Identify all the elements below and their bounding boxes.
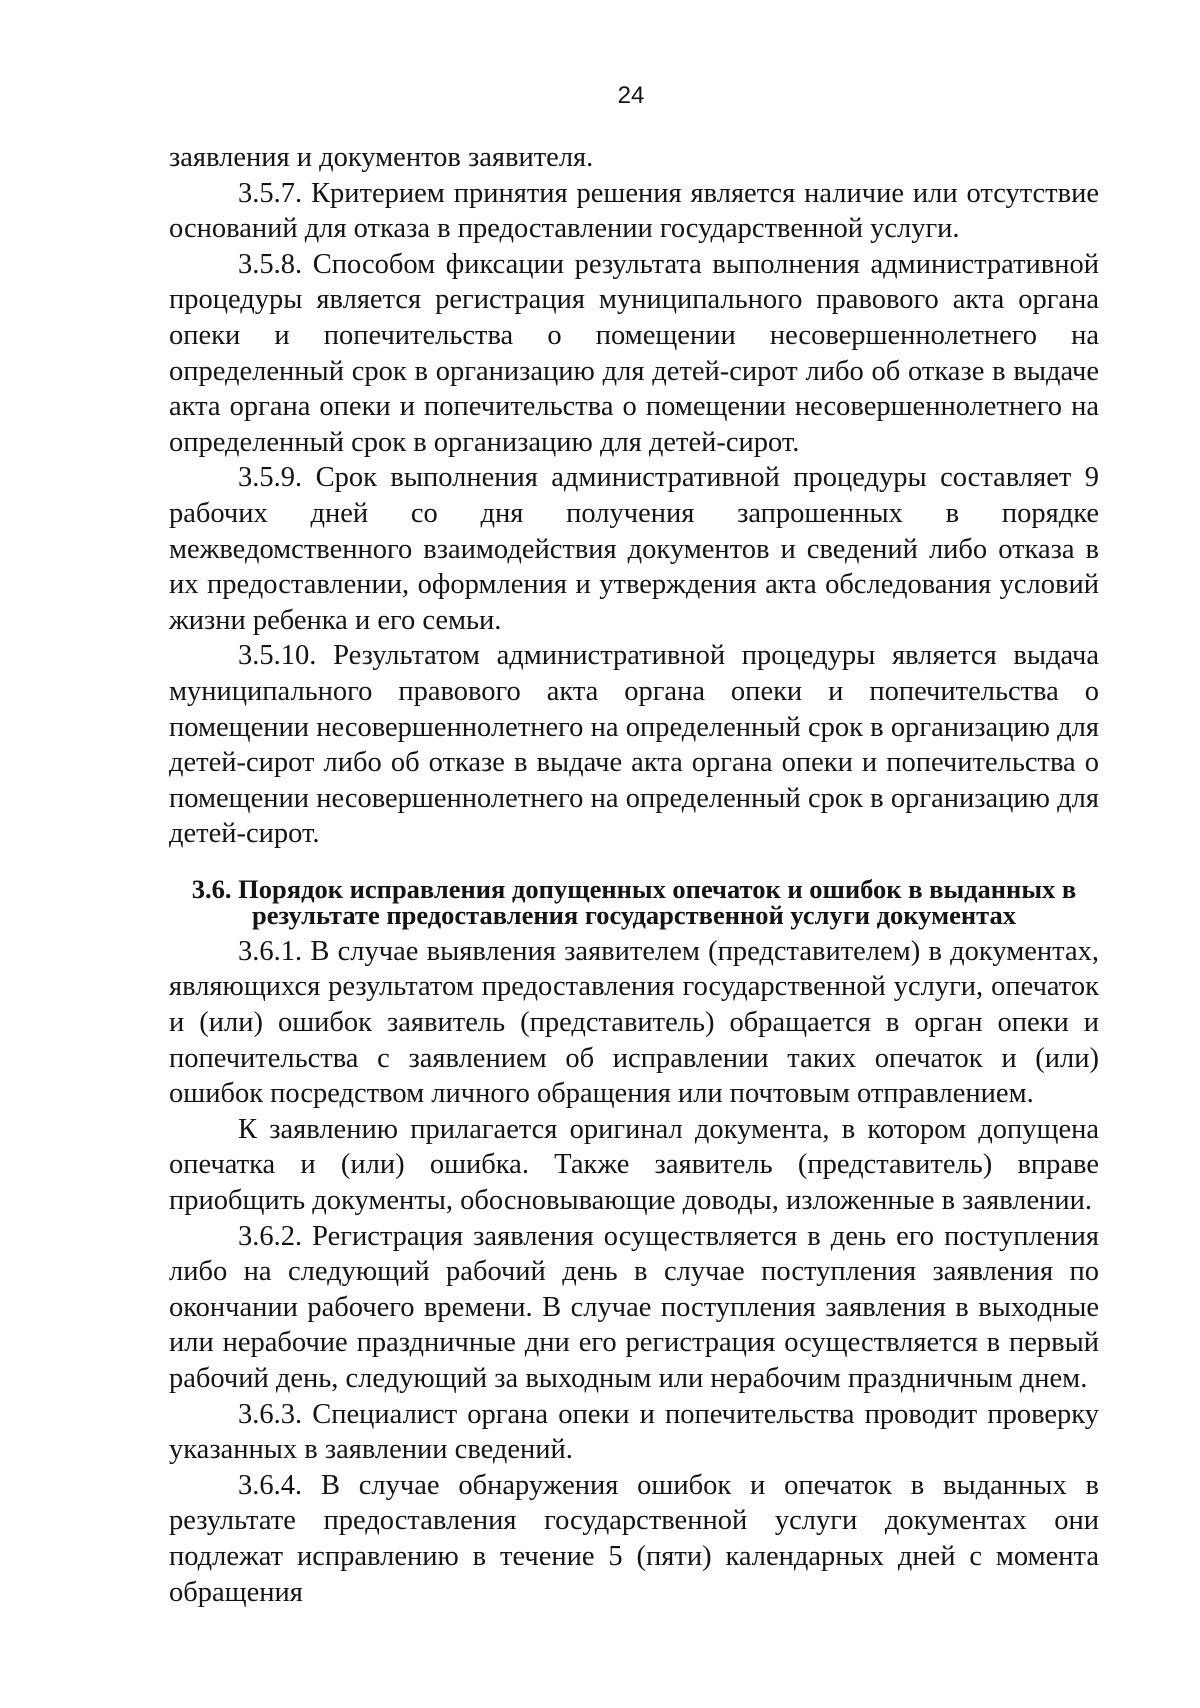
paragraph-3-5-7: 3.5.7. Критерием принятия решения является наличие или отсутствие оснований для отказа в предоставлении государственной услуги. [169,177,1099,245]
paragraph-continuation: заявления и документов заявителя. [169,142,594,173]
section-heading-3-6: 3.6. Порядок исправления допущенных опечаток и ошибок в выданных в результате предоставления государственной услуги документах [191,873,1077,930]
paragraph-3-5-10: 3.5.10. Результатом административной процедуры является выдача муниципального правового акта органа опеки и попечительства о помещении несовершеннолетнего на определенный срок в организацию для детей-сирот либо об отказе в выдаче акта органа опеки и попечительства о помещении несовершеннолетнего на определенный срок в организацию для детей-сирот. [169,640,1099,850]
paragraph-3-5-8: 3.5.8. Способом фиксации результата выполнения административной процедуры является регистрация муниципального правового акта органа опеки и попечительства о помещении несовершеннолетнего на определенный срок в организацию для детей-сирот либо об отказе в выдаче акта органа опеки и попечительства о помещении несовершеннолетнего на определенный срок в организацию для детей-сирот. [169,248,1099,458]
paragraph-3-6-3: 3.6.3. Специалист органа опеки и попечительства проводит проверку указанных в заявлении сведений. [169,1398,1099,1466]
document-body [169,140,1099,1610]
paragraph-attachment: К заявлению прилагается оригинал документа, в котором допущена опечатка и (или) ошибка. Также заявитель (представитель) вправе приобщить документы, обосновывающие доводы, изложенные в заявлении. [169,1113,1099,1217]
paragraph-3-5-9: 3.5.9. Срок выполнения административной процедуры составляет 9 рабочих дней со дня получения запрошенных в порядке межведомственного взаимодействия документов и сведений либо отказа в их предоставлении, оформления и утверждения акта обследования условий жизни ребенка и его семьи. [169,462,1099,636]
page-number: 24 [617,82,645,109]
paragraph-3-6-2: 3.6.2. Регистрация заявления осуществляется в день его поступления либо на следующий рабочий день в случае поступления заявления по окончании рабочего времени. В случае поступления заявления в выходные или нерабочие праздничные дни его регистрация осуществляется в первый рабочий день, следующий за выходным или нерабочим праздничным днем. [169,1220,1099,1394]
paragraph-3-6-1: 3.6.1. В случае выявления заявителем (представителем) в документах, являющихся результатом предоставления государственной услуги, опечаток и (или) ошибок заявитель (представитель) обращается в орган опеки и попечительства с заявлением об исправлении таких опечаток и (или) ошибок посредством личного обращения или почтовым отправлением. [169,935,1099,1110]
paragraph-3-6-4: 3.6.4. В случае обнаружения ошибок и опечаток в выданных в результате предоставления государственной услуги документах они подлежат исправлению в течение 5 (пяти) календарных дней с момента обращения [169,1469,1099,1608]
